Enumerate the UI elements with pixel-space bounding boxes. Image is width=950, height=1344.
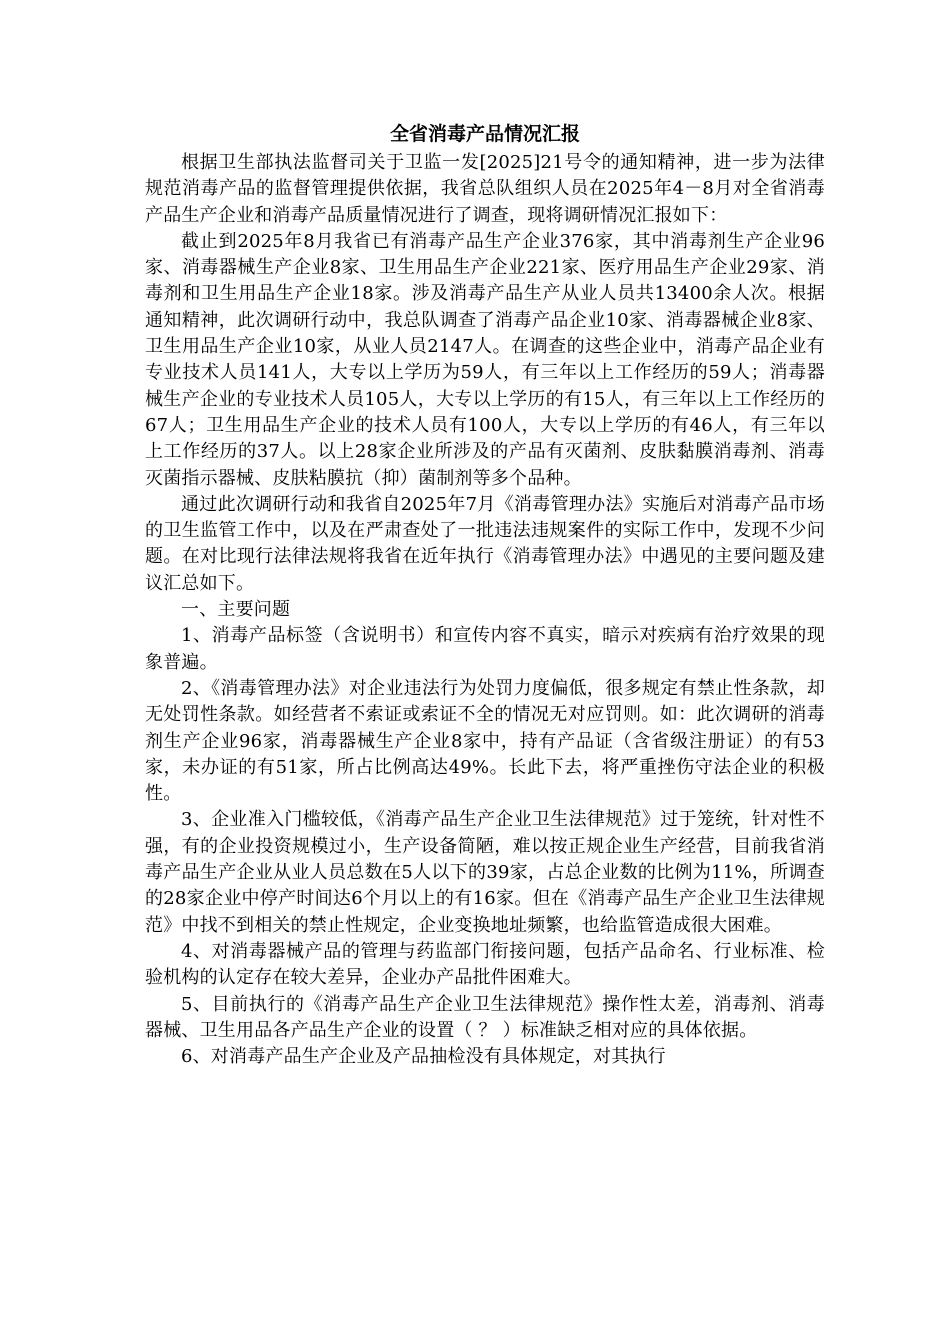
- document-page: [145, 120, 825, 1070]
- issue-item-2: 2、《消毒管理办法》对企业违法行为处罚力度偏低，很多规定有禁止性条款，却无处罚性条款。如经营者不索证或索证不全的情况无对应罚则。如：此次调研的消毒剂生产企业96家，消毒器械生产企业8家中，持有产品证（含省级注册证）的有53家，未办证的有51家，所占比例高达49%。长此下去，将严重挫伤守法企业的积极性。: [145, 677, 825, 805]
- issue-item-4: 4、对消毒器械产品的管理与药监部门衔接问题，包括产品命名、行业标准、检验机构的认定存在较大差异，企业办产品批件困难大。: [145, 940, 825, 989]
- paragraph-findings: 通过此次调研行动和我省自2025年7月《消毒管理办法》实施后对消毒产品市场的卫生监管工作中，以及在严肃查处了一批违法违规案件的实际工作中，发现不少问题。在对比现行法律法规将我省在近年执行《消毒管理办法》中遇见的主要问题及建议汇总如下。: [145, 493, 825, 594]
- issue-item-1: 1、消毒产品标签（含说明书）和宣传内容不真实，暗示对疾病有治疗效果的现象普遍。: [145, 625, 825, 673]
- paragraph-statistics: 截止到2025年8月我省已有消毒产品生产企业376家，其中消毒剂生产企业96家、消毒器械生产企业8家、卫生用品生产企业221家、医疗用品生产企业29家、消毒剂和卫生用品生产企业18家。涉及消毒产品生产从业人员共13400余人次。根据通知精神，此次调研行动中，我总队调查了消毒产品企业10家、消毒器械企业8家、卫生用品生产企业10家，从业人员2147人。在调查的这些企业中，消毒产品企业有专业技术人员141人，大专以上学历为59人，有三年以上工作经历的59人；消毒器械生产企业的专业技术人员105人，大专以上学历的有15人，有三年以上工作经历的67人；卫生用品生产企业的技术人员有100人，大专以上学历的有46人，有三年以上工作经历的37人。以上28家企业所涉及的产品有灭菌剂、皮肤黏膜消毒剂、消毒灭菌指示器械、皮肤粘膜抗（抑）菌制剂等多个品种。: [145, 230, 825, 489]
- document-title: 全省消毒产品情况汇报: [389, 123, 580, 145]
- section-heading-main-issues: 一、主要问题: [181, 599, 291, 621]
- paragraph-intro: 根据卫生部执法监督司关于卫监一发[2025]21号令的通知精神，进一步为法律规范消毒产品的监督管理提供依据，我省总队组织人员在2025年4－8月对全省消毒产品生产企业和消毒产品质量情况进行了调查，现将调研情况汇报如下：: [145, 152, 825, 226]
- issue-item-5: 5、目前执行的《消毒产品生产企业卫生法律规范》操作性太差，消毒剂、消毒器械、卫生用品各产品生产企业的设置（ ？ ）标准缺乏相对应的具体依据。: [145, 993, 825, 1041]
- issue-item-3: 3、企业准入门槛较低，《消毒产品生产企业卫生法律规范》过于笼统，针对性不强，有的企业投资规模过小，生产设备简陋，难以按正规企业生产经营，目前我省消毒产品生产企业从业人员总数在5人以下的39家，占总企业数的比例为11%，所调查的28家企业中停产时间达6个月以上的有16家。但在《消毒产品生产企业卫生法律规范》中找不到相关的禁止性规定，企业变换地址频繁，也给监管造成很大困难。: [145, 809, 825, 936]
- issue-item-6: 6、对消毒产品生产企业及产品抽检没有具体规定，对其执行: [181, 1046, 666, 1068]
